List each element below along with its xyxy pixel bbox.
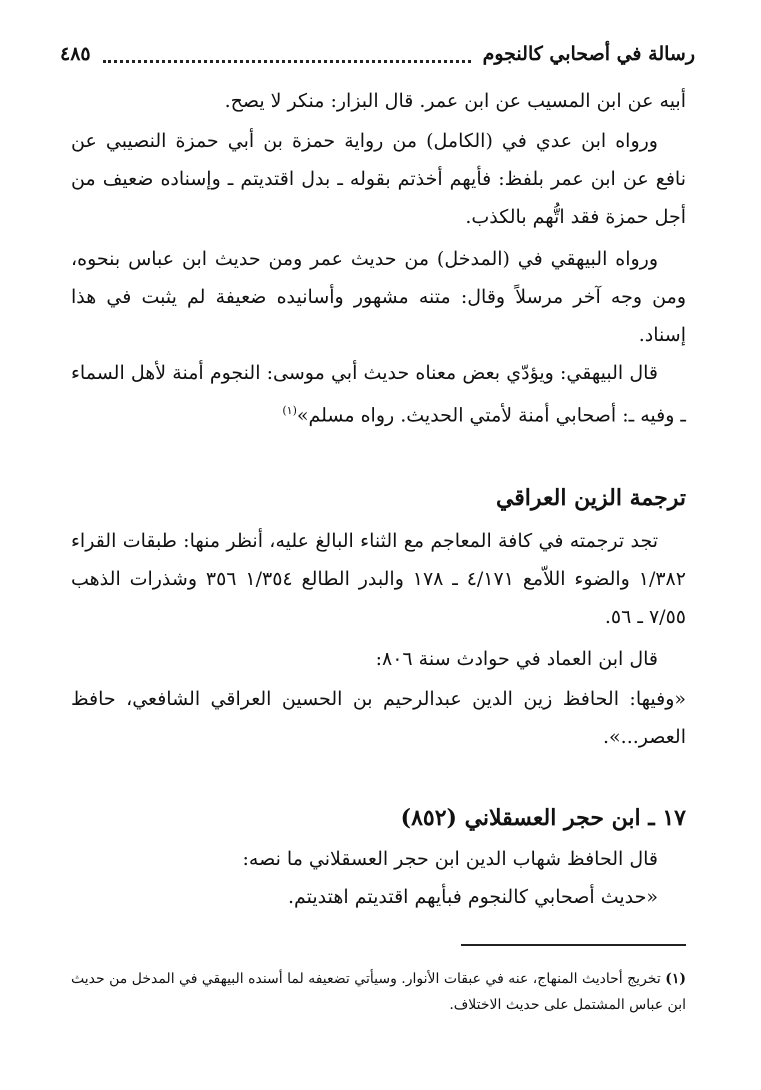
section2-paragraph-2: «حديث أصحابي كالنجوم فبأيهم اقتديتم اهتديتم. [287, 886, 658, 908]
paragraph-3: ورواه البيهقي في (المدخل) من حديث عمر ومن حديث ابن عباس بنحوه، ومن وجه آخر مرسلاً وقال: متنه مشهور وأسانيده ضعيفة لم يثبت في هذا إسناد. [71, 248, 686, 346]
paragraph-4 [71, 354, 686, 434]
footnote-text: تخريج أحاديث المنهاج، عنه في عبقات الأنوار. وسيأتي تضعيفه لما أسنده البيهقي في المدخل من حديث ابن عباس المشتمل على حديث الاختلاف. [71, 971, 686, 1013]
paragraph-1: أبيه عن ابن المسيب عن ابن عمر. قال البزار: منكر لا يصح. [224, 90, 686, 112]
section-heading-iraqi: ترجمة الزين العراقي [495, 485, 686, 511]
section1-paragraph-3: «وفيها: الحافظ زين الدين عبدالرحيم بن الحسين العراقي الشافعي، حافظ العصر...». [71, 688, 686, 748]
footnote-ref: (١) [282, 404, 297, 417]
section2-paragraph-1: قال الحافظ شهاب الدين ابن حجر العسقلاني ما نصه: [242, 848, 658, 870]
section1-paragraph-2: قال ابن العماد في حوادث سنة ٨٠٦: [375, 648, 658, 670]
header-leader-dots [103, 46, 471, 63]
header-title: رسالة في أصحابي كالنجوم [482, 43, 695, 65]
page-number: ٤٨٥ [60, 43, 91, 65]
section1-paragraph-1: تجد ترجمته في كافة المعاجم مع الثناء البالغ عليه، أنظر منها: طبقات القراء ١/٣٨٢ والضوء اللاّمع ٤/١٧١ ـ ١٧٨ والبدر الطالع ١/٣٥٤ ٣٥٦ وشذرات الذهب ٧/٥٥ ـ ٥٦. [71, 530, 686, 628]
footnote [71, 966, 686, 1018]
paragraph-4-text: قال البيهقي: ويؤدّي بعض معناه حديث أبي موسى: النجوم أمنة لأهل السماء ـ وفيه ـ: أصحابي أمنة لأمتي الحديث. رواه مسلم» [71, 362, 686, 427]
section-heading-ibn-hajar: ١٧ ـ ابن حجر العسقلاني (٨٥٢) [400, 805, 686, 831]
footnote-number: (١) [665, 971, 686, 987]
running-header [60, 34, 695, 74]
paragraph-2: ورواه ابن عدي في (الكامل) من رواية حمزة بن أبي حمزة النصيبي عن نافع عن ابن عمر بلفظ: فأيهم أخذتم بقوله ـ بدل اقتديتم ـ وإسناده ضعيف من أجل حمزة فقد اتُّهم بالكذب. [71, 130, 686, 228]
footnote-separator [461, 944, 686, 946]
